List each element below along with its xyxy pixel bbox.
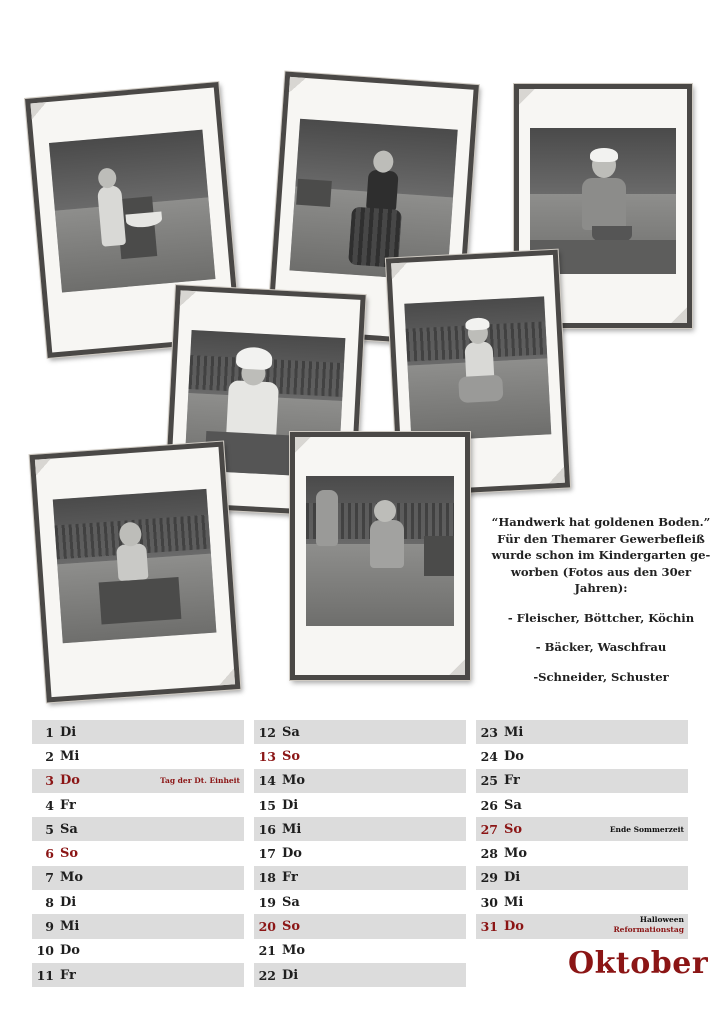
calendar-column-3 — [476, 720, 688, 939]
day-number: 9 — [45, 919, 54, 935]
holiday-note: Ende Sommerzeit — [609, 824, 684, 834]
calendar-day-row — [32, 793, 244, 817]
weekday: Fr — [60, 797, 76, 813]
day-number: 20 — [258, 919, 276, 935]
calendar-day-row — [254, 793, 466, 817]
calendar-day-row — [254, 817, 466, 841]
calendar-day-row — [254, 866, 466, 890]
holiday-note: Halloween — [639, 915, 684, 925]
caption-item: - Bäcker, Waschfrau — [535, 640, 667, 654]
day-number: 18 — [258, 870, 276, 886]
photo-image — [49, 130, 215, 293]
day-number: 26 — [480, 797, 498, 813]
weekday: Sa — [60, 821, 78, 837]
weekday: Fr — [60, 967, 76, 983]
weekday: Mi — [60, 748, 80, 764]
weekday: Fr — [504, 773, 520, 789]
calendar-day-row — [254, 939, 466, 963]
weekday: Di — [60, 724, 77, 740]
weekday: Do — [60, 943, 80, 959]
calendar-day-row — [32, 939, 244, 963]
day-number: 17 — [258, 846, 276, 862]
weekday: So — [282, 919, 301, 935]
day-number: 19 — [258, 894, 276, 910]
day-number: 21 — [258, 943, 276, 959]
holiday-note: Reformationstag — [613, 925, 684, 935]
caption-line: worben (Fotos aus den 30er Jahren): — [510, 564, 692, 595]
weekday: Sa — [282, 894, 300, 910]
day-number: 23 — [480, 724, 498, 740]
calendar-day-row — [32, 963, 244, 987]
weekday: Mi — [504, 894, 524, 910]
weekday: Mo — [282, 773, 306, 789]
weekday: Mi — [504, 724, 524, 740]
weekday: Mo — [60, 870, 84, 886]
calendar-day-row — [32, 720, 244, 744]
calendar-day-row — [476, 817, 688, 841]
calendar-column-2 — [254, 720, 466, 987]
weekday: Di — [504, 870, 521, 886]
calendar-day-row — [476, 890, 688, 914]
holiday-note: Tag der Dt. Einheit — [160, 776, 240, 786]
photo-image — [53, 489, 217, 643]
photo-schneider — [30, 442, 241, 703]
calendar-day-row — [32, 744, 244, 768]
caption-item: -Schneider, Schuster — [533, 669, 669, 684]
caption-quote: “Handwerk hat goldenen Boden.” — [491, 515, 711, 529]
day-number: 7 — [45, 870, 54, 886]
weekday: Mi — [282, 821, 302, 837]
day-number: 16 — [258, 821, 276, 837]
day-number: 6 — [45, 846, 54, 862]
calendar-day-row — [476, 744, 688, 768]
day-number: 13 — [258, 748, 276, 764]
calendar-day-row — [254, 890, 466, 914]
weekday: Sa — [504, 797, 522, 813]
calendar-day-row — [254, 914, 466, 938]
day-number: 29 — [480, 870, 498, 886]
caption-line: wurde schon im Kindergarten ge- — [491, 548, 711, 562]
photo-caption — [488, 514, 714, 685]
day-number: 2 — [45, 748, 54, 764]
calendar-day-row — [254, 744, 466, 768]
weekday: Di — [282, 797, 299, 813]
day-number: 28 — [480, 846, 498, 862]
day-number: 30 — [480, 894, 498, 910]
day-number: 22 — [258, 967, 276, 983]
weekday: Do — [504, 919, 524, 935]
calendar-day-row — [32, 841, 244, 865]
calendar-day-row — [32, 817, 244, 841]
calendar-day-row — [32, 769, 244, 793]
day-number: 14 — [258, 773, 276, 789]
weekday: Di — [60, 894, 77, 910]
day-number: 4 — [45, 797, 54, 813]
calendar-column-1 — [32, 720, 244, 987]
day-number: 27 — [480, 821, 498, 837]
calendar-day-row — [254, 769, 466, 793]
day-number: 24 — [480, 748, 498, 764]
calendar-day-row — [32, 866, 244, 890]
photo-image — [306, 476, 454, 626]
weekday: Fr — [282, 870, 298, 886]
holiday-notes — [613, 915, 684, 935]
calendar-day-row — [476, 866, 688, 890]
weekday: Do — [60, 773, 80, 789]
weekday: Do — [282, 846, 302, 862]
weekday: Mo — [504, 846, 528, 862]
day-number: 3 — [45, 773, 54, 789]
weekday: Mi — [60, 919, 80, 935]
month-title: Oktober — [568, 946, 709, 981]
calendar-day-row — [476, 720, 688, 744]
day-number: 12 — [258, 724, 276, 740]
calendar-day-row — [476, 793, 688, 817]
caption-item: - Fleischer, Böttcher, Köchin — [507, 610, 695, 625]
calendar-day-row — [32, 914, 244, 938]
weekday: So — [60, 846, 79, 862]
calendar-day-row — [476, 769, 688, 793]
weekday: Do — [504, 748, 524, 764]
calendar-day-row — [254, 720, 466, 744]
weekday: So — [504, 821, 523, 837]
day-number: 8 — [45, 894, 54, 910]
calendar-day-row — [476, 914, 688, 938]
day-number: 1 — [45, 724, 54, 740]
weekday: Sa — [282, 724, 300, 740]
weekday: So — [282, 748, 301, 764]
calendar-day-row — [254, 841, 466, 865]
weekday: Mo — [282, 943, 306, 959]
day-number: 10 — [36, 943, 54, 959]
day-number: 11 — [36, 967, 54, 983]
photo-image — [404, 296, 551, 441]
weekday: Di — [282, 967, 299, 983]
day-number: 5 — [45, 821, 54, 837]
caption-line: Für den Themarer Gewerbefleiß — [497, 531, 705, 546]
day-number: 15 — [258, 797, 276, 813]
calendar-day-row — [32, 890, 244, 914]
day-number: 25 — [480, 773, 498, 789]
calendar-day-row — [254, 963, 466, 987]
calendar-day-row — [476, 841, 688, 865]
photo-schuster — [290, 432, 470, 680]
day-number: 31 — [480, 919, 498, 935]
